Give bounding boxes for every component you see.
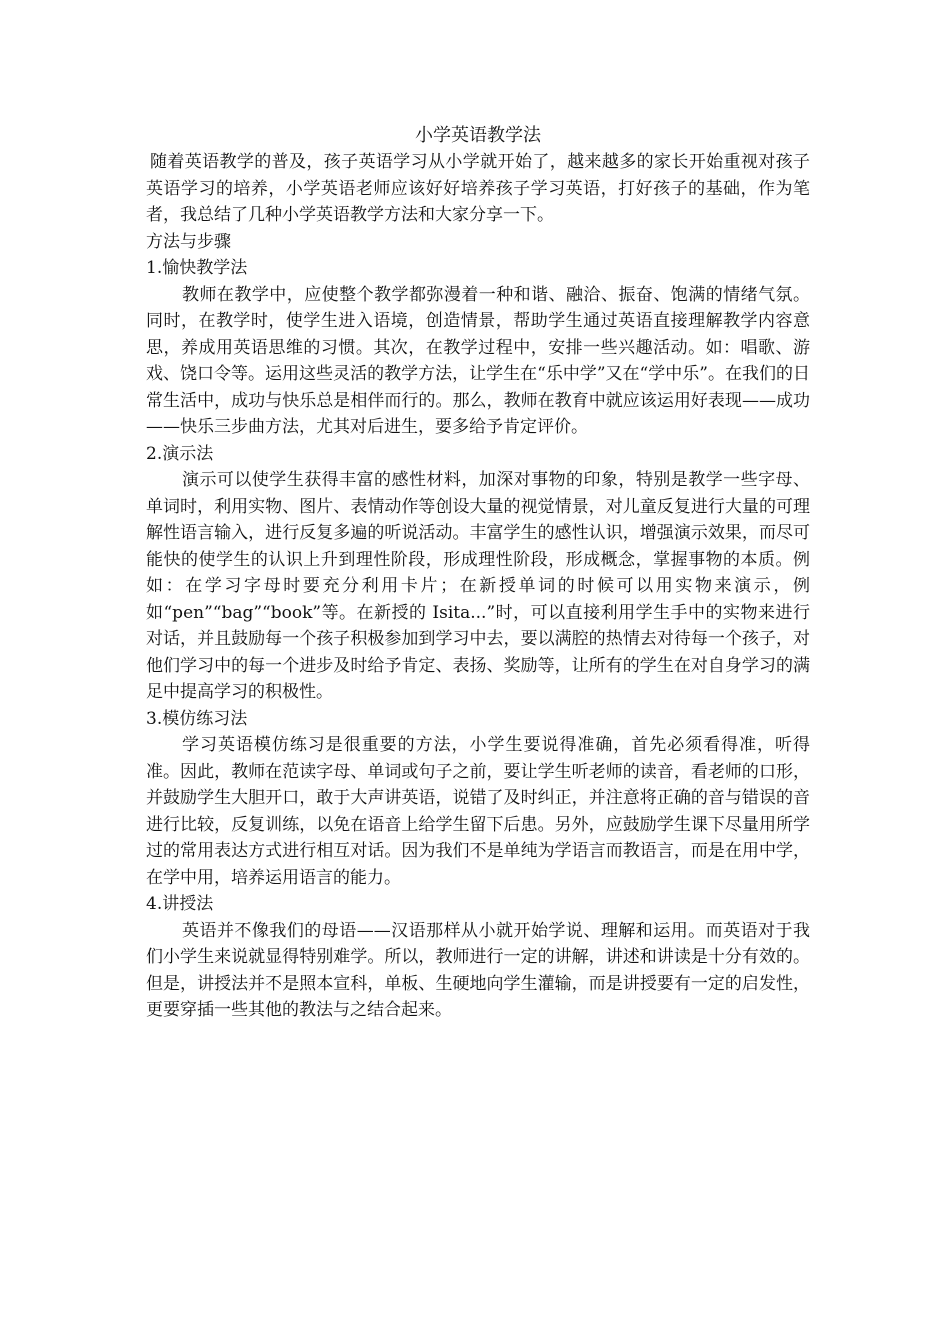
section-body-2: 演示可以使学生获得丰富的感性材料，加深对事物的印象，特别是教学一些字母、单词时，利用实物、图片、表情动作等创设大量的视觉情景，对儿童反复进行大量的可理解性语言输入，进行反复多遍的听说活动。丰富学生的感性认识，增强演示效果，而尽可能快的使学生的认识上升到理性阶段，形成理性阶段，形成概念，掌握事物的本质。例如：在学习字母时要充分利用卡片；在新授单词的时候可以用实物来演示，例如“pen”“bag”“book”等。在新授的 Isita...”时，可以直接利用学生手中的实物来进行对话，并且鼓励每一个孩子积极参加到学习中去，要以满腔的热情去对待每一个孩子，对他们学习中的每一个进步及时给予肯定、表扬、奖励等，让所有的学生在对自身学习的满足中提高学习的积极性。 [146, 470, 810, 702]
section-body-3: 学习英语模仿练习是很重要的方法，小学生要说得准确，首先必须看得准，听得准。因此，教师在范读字母、单词或句子之前，要让学生听老师的读音，看老师的口形，并鼓励学生大胆开口，敢于大声讲英语，说错了及时纠正，并注意将正确的音与错误的音进行比较，反复训练，以免在语音上给学生留下后患。另外，应鼓励学生课下尽量用所学过的常用表达方式进行相互对话。因为我们不是单纯为学语言而教语言，而是在用中学，在学中用，培养运用语言的能力。 [146, 735, 810, 888]
section-heading-3: 3.模仿练习法 [146, 708, 248, 729]
section-heading-4: 4.讲授法 [146, 894, 214, 914]
document-page [146, 122, 810, 1024]
section-body-4: 英语并不像我们的母语——汉语那样从小就开始学说、理解和运用。而英语对于我们小学生来说就显得特别难学。所以，教师进行一定的讲解，讲述和讲读是十分有效的。但是，讲授法并不是照本宣科，单板、生硬地向学生灌输，而是讲授要有一定的启发性，更要穿插一些其他的教法与之结合起来。 [146, 920, 810, 1020]
document-title: 小学英语教学法 [415, 125, 541, 146]
section-heading-2: 2.演示法 [146, 443, 214, 464]
section-heading-1: 1.愉快教学法 [146, 258, 248, 278]
methods-heading: 方法与步骤 [146, 231, 231, 252]
intro-paragraph: 随着英语教学的普及，孩子英语学习从小学就开始了，越来越多的家长开始重视对孩子英语学习的培养，小学英语老师应该好好培养孩子学习英语，打好孩子的基础，作为笔者，我总结了几种小学英语教学方法和大家分享一下。 [146, 152, 810, 225]
section-body-1: 教师在教学中，应使整个教学都弥漫着一种和谐、融洽、振奋、饱满的情绪气氛。同时，在教学时，使学生进入语境，创造情景，帮助学生通过英语直接理解教学内容意思，养成用英语思维的习惯。其次，在教学过程中，安排一些兴趣活动。如：唱歌、游戏、饶口令等。运用这些灵活的教学方法，让学生在“乐中学”又在“学中乐”。在我们的日常生活中，成功与快乐总是相伴而行的。那么，教师在教育中就应该运用好表现——成功——快乐三步曲方法，尤其对后进生，要多给予肯定评价。 [146, 284, 810, 437]
